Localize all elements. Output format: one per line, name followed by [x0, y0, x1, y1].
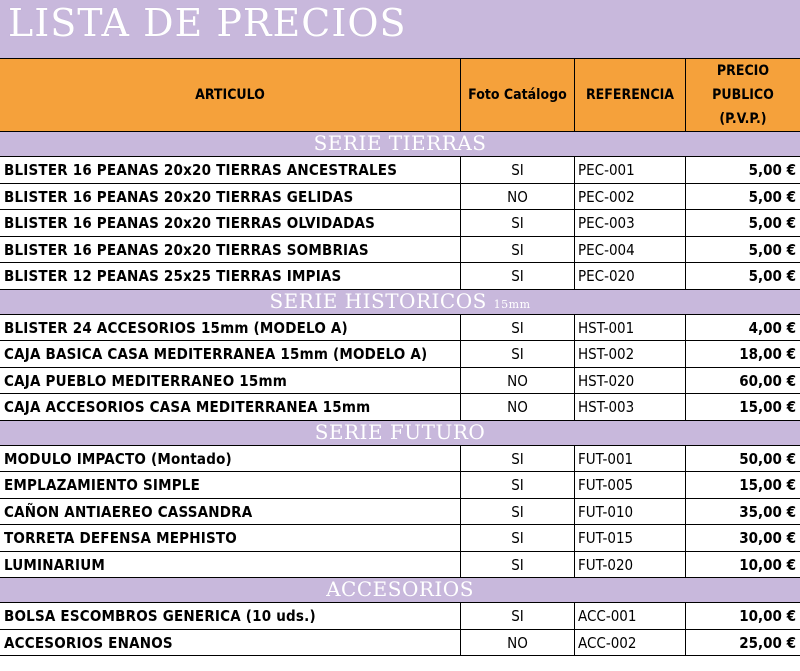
cell-foto-catalogo: SI	[461, 315, 575, 342]
cell-precio: 25,00 €	[686, 630, 800, 657]
cell-foto-catalogo: SI	[461, 237, 575, 264]
cell-foto-catalogo: NO	[461, 630, 575, 657]
cell-precio: 5,00 €	[686, 237, 800, 264]
cell-referencia: FUT-010	[575, 499, 686, 526]
cell-precio: 4,00 €	[686, 315, 800, 342]
cell-foto-catalogo: SI	[461, 499, 575, 526]
header-foto-catalogo: Foto Catálogo	[461, 58, 575, 132]
cell-articulo: BLISTER 24 ACCESORIOS 15mm (MODELO A)	[0, 315, 461, 342]
section-header	[0, 421, 800, 446]
table-row	[0, 552, 800, 579]
cell-precio: 18,00 €	[686, 341, 800, 368]
section-title: SERIE TIERRAS	[313, 132, 487, 155]
table-row	[0, 157, 800, 184]
page-title: LISTA DE PRECIOS	[0, 0, 800, 58]
cell-precio: 15,00 €	[686, 394, 800, 421]
cell-precio: 60,00 €	[686, 368, 800, 395]
cell-referencia: HST-001	[575, 315, 686, 342]
cell-articulo: ACCESORIOS ENANOS	[0, 630, 461, 657]
header-articulo: ARTICULO	[0, 58, 461, 132]
cell-foto-catalogo: SI	[461, 525, 575, 552]
table-row	[0, 446, 800, 473]
table-row	[0, 499, 800, 526]
cell-referencia: PEC-003	[575, 210, 686, 237]
cell-foto-catalogo: SI	[461, 603, 575, 630]
cell-precio: 5,00 €	[686, 184, 800, 211]
table-row	[0, 472, 800, 499]
cell-referencia: PEC-004	[575, 237, 686, 264]
cell-precio: 10,00 €	[686, 552, 800, 579]
section-title: SERIE FUTURO	[314, 420, 486, 444]
cell-articulo: EMPLAZAMIENTO SIMPLE	[0, 472, 461, 499]
cell-referencia: FUT-005	[575, 472, 686, 499]
section-header	[0, 290, 800, 315]
cell-precio: 5,00 €	[686, 210, 800, 237]
section-title: SERIE HISTORICOS	[269, 289, 487, 313]
cell-referencia: HST-002	[575, 341, 686, 368]
cell-referencia: ACC-001	[575, 603, 686, 630]
cell-articulo: BOLSA ESCOMBROS GENERICA (10 uds.)	[0, 603, 461, 630]
cell-articulo: MODULO IMPACTO (Montado)	[0, 446, 461, 473]
cell-foto-catalogo: SI	[461, 210, 575, 237]
cell-articulo: TORRETA DEFENSA MEPHISTO	[0, 525, 461, 552]
cell-foto-catalogo: NO	[461, 184, 575, 211]
section-title: ACCESORIOS	[326, 578, 474, 601]
cell-referencia: PEC-020	[575, 263, 686, 290]
table-row	[0, 630, 800, 657]
cell-precio: 15,00 €	[686, 472, 800, 499]
section-header	[0, 132, 800, 157]
cell-articulo: CAJA PUEBLO MEDITERRANEO 15mm	[0, 368, 461, 395]
cell-referencia: HST-003	[575, 394, 686, 421]
cell-referencia: HST-020	[575, 368, 686, 395]
cell-foto-catalogo: SI	[461, 157, 575, 184]
cell-precio: 30,00 €	[686, 525, 800, 552]
cell-articulo: BLISTER 16 PEANAS 20x20 TIERRAS ANCESTRALES	[0, 157, 461, 184]
table-row	[0, 315, 800, 342]
cell-referencia: FUT-020	[575, 552, 686, 579]
cell-articulo: CAJA BASICA CASA MEDITERRANEA 15mm (MODELO A)	[0, 341, 461, 368]
table-row	[0, 237, 800, 264]
cell-articulo: CAÑON ANTIAEREO CASSANDRA	[0, 499, 461, 526]
cell-precio: 5,00 €	[686, 263, 800, 290]
table-row	[0, 525, 800, 552]
table-row	[0, 210, 800, 237]
cell-articulo: BLISTER 16 PEANAS 20x20 TIERRAS OLVIDADAS	[0, 210, 461, 237]
cell-precio: 35,00 €	[686, 499, 800, 526]
table-body	[0, 132, 800, 656]
cell-precio: 10,00 €	[686, 603, 800, 630]
section-header	[0, 578, 800, 603]
table-header	[0, 58, 800, 132]
cell-foto-catalogo: SI	[461, 472, 575, 499]
cell-foto-catalogo: NO	[461, 368, 575, 395]
cell-precio: 5,00 €	[686, 157, 800, 184]
cell-articulo: CAJA ACCESORIOS CASA MEDITERRANEA 15mm	[0, 394, 461, 421]
cell-articulo: LUMINARIUM	[0, 552, 461, 579]
table-row	[0, 184, 800, 211]
cell-articulo: BLISTER 12 PEANAS 25x25 TIERRAS IMPIAS	[0, 263, 461, 290]
table-row	[0, 394, 800, 421]
cell-referencia: PEC-001	[575, 157, 686, 184]
cell-foto-catalogo: SI	[461, 341, 575, 368]
table-row	[0, 603, 800, 630]
cell-referencia: ACC-002	[575, 630, 686, 657]
section-suffix: 15mm	[493, 297, 531, 311]
cell-referencia: FUT-015	[575, 525, 686, 552]
header-precio-line2: (P.V.P.)	[719, 111, 767, 127]
cell-foto-catalogo: SI	[461, 446, 575, 473]
cell-foto-catalogo: NO	[461, 394, 575, 421]
cell-articulo: BLISTER 16 PEANAS 20x20 TIERRAS GELIDAS	[0, 184, 461, 211]
header-precio-line1: PRECIO PUBLICO	[712, 63, 774, 103]
cell-referencia: FUT-001	[575, 446, 686, 473]
cell-foto-catalogo: SI	[461, 552, 575, 579]
table-row	[0, 368, 800, 395]
cell-precio: 50,00 €	[686, 446, 800, 473]
cell-foto-catalogo: SI	[461, 263, 575, 290]
header-referencia: REFERENCIA	[575, 58, 686, 132]
cell-referencia: PEC-002	[575, 184, 686, 211]
cell-articulo: BLISTER 16 PEANAS 20x20 TIERRAS SOMBRIAS	[0, 237, 461, 264]
table-row	[0, 341, 800, 368]
table-row	[0, 263, 800, 290]
header-precio	[686, 58, 800, 132]
